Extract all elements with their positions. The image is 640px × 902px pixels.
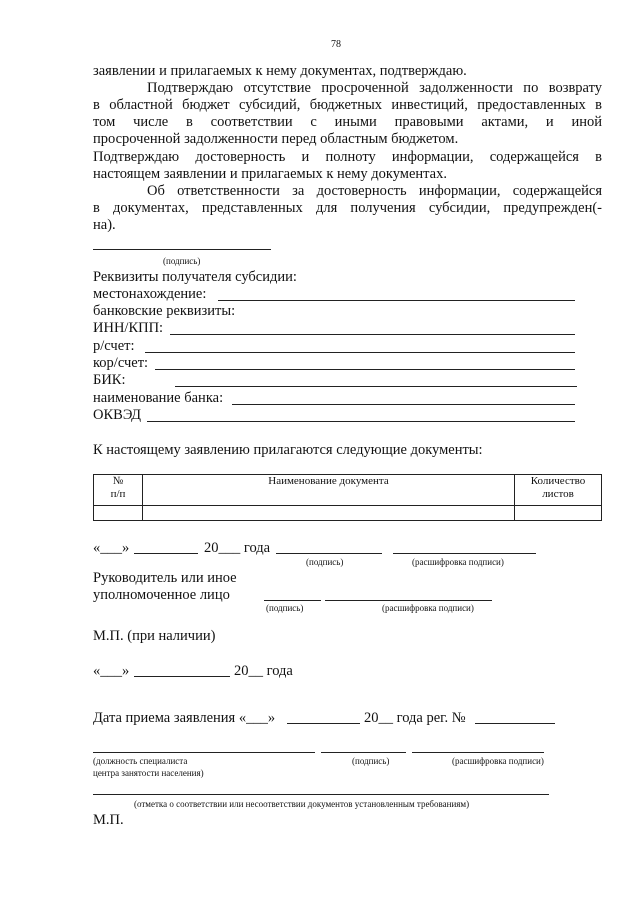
signature-line[interactable] (93, 249, 271, 250)
documents-table (93, 474, 602, 521)
requisites-title: Реквизиты получателя субсидии: (93, 269, 297, 285)
receipt-label: Дата приема заявления «___» (93, 710, 276, 726)
para2-line4: просроченной задолженности перед областным бюджетом. (93, 131, 459, 147)
specialist-caption-2: центра занятости населения) (93, 768, 204, 778)
corr-account-label: кор/счет: (93, 355, 149, 371)
docs-intro: К настоящему заявлению прилагаются следующие документы: (93, 442, 483, 458)
table-header-row (94, 475, 602, 506)
specialist-decode-field[interactable] (412, 752, 544, 753)
para3-line1: Подтверждаю достоверность и полноту информации, содержащейся в (93, 149, 602, 165)
col-count-line1: Количество (530, 475, 586, 487)
table-cell-name[interactable] (143, 506, 515, 521)
signature-caption: (подпись) (163, 256, 201, 266)
manager-signature-field[interactable] (264, 600, 321, 601)
specialist-position-field[interactable] (93, 752, 315, 753)
stamp-label-2: М.П. (93, 812, 124, 828)
receipt-year: 20__ года рег. № (364, 710, 466, 726)
location-label: местонахождение: (93, 286, 207, 302)
manager-decode-caption: (расшифровка подписи) (382, 603, 474, 613)
specialist-sig-caption: (подпись) (352, 756, 390, 766)
date-year: 20___ года (204, 540, 271, 556)
specialist-signature-field[interactable] (321, 752, 406, 753)
date-decode-caption: (расшифровка подписи) (412, 557, 504, 567)
col-number-line1: № (112, 475, 124, 487)
bank-name-label: наименование банка: (93, 390, 224, 406)
table-cell-count[interactable] (515, 506, 602, 521)
col-header-number (94, 475, 143, 506)
date-decode-field[interactable] (393, 553, 536, 554)
bank-name-field[interactable] (232, 404, 575, 405)
para4-line1: Об ответственности за достоверность информации, содержащейся (147, 183, 602, 199)
para2-line1: Подтверждаю отсутствие просроченной задолженности по возврату (147, 80, 602, 96)
date2-day: «___» (93, 663, 130, 679)
col-count-line2: листов (542, 488, 574, 500)
manager-sig-caption: (подпись) (266, 603, 304, 613)
para3-line2: настоящем заявлении и прилагаемых к нему документах. (93, 166, 447, 182)
location-field[interactable] (218, 300, 575, 301)
manager-decode-field[interactable] (325, 600, 492, 601)
okved-field[interactable] (147, 421, 575, 422)
date-signature-field[interactable] (276, 553, 382, 554)
bik-field[interactable] (175, 386, 577, 387)
compliance-field[interactable] (93, 794, 549, 795)
receipt-month-field[interactable] (287, 723, 360, 724)
bik-label: БИК: (93, 372, 126, 388)
okved-label: ОКВЭД (93, 407, 142, 423)
specialist-decode-caption: (расшифровка подписи) (452, 756, 544, 766)
page-number: 78 (331, 39, 341, 50)
para4-line3: на). (93, 217, 116, 233)
date2-month-field[interactable] (134, 676, 230, 677)
date-month-field[interactable] (134, 553, 198, 554)
date-sig-caption: (подпись) (306, 557, 344, 567)
specialist-caption-1: (должность специалиста (93, 756, 188, 766)
manager-line2: уполномоченное лицо (93, 587, 230, 603)
date2-year: 20__ года (234, 663, 293, 679)
corr-account-field[interactable] (155, 369, 575, 370)
manager-line1: Руководитель или иное (93, 570, 237, 586)
col-header-name (143, 475, 515, 506)
col-number-line2: п/п (110, 488, 126, 500)
inn-kpp-field[interactable] (170, 334, 575, 335)
col-name-label: Наименование документа (268, 475, 389, 487)
para4-line2: в документах, представленных для получения субсидии, предупрежден(- (93, 200, 602, 216)
compliance-caption: (отметка о соответствии или несоответствии документов установленным требованиям) (134, 799, 470, 809)
account-label: р/счет: (93, 338, 135, 354)
receipt-reg-field[interactable] (475, 723, 555, 724)
bank-details-label: банковские реквизиты: (93, 303, 236, 319)
para2-line2: в областной бюджет субсидий, бюджетных инвестиций, предоставленных в (93, 97, 602, 113)
para2-line3: том числе в соответствии с иными правовыми актами, и иной (93, 114, 602, 130)
stamp-label: М.П. (при наличии) (93, 628, 216, 644)
col-header-count (515, 475, 602, 506)
date-day: «___» (93, 540, 130, 556)
inn-kpp-label: ИНН/КПП: (93, 320, 164, 336)
table-row (94, 506, 602, 521)
account-field[interactable] (145, 352, 575, 353)
para1-line1: заявлении и прилагаемых к нему документах, подтверждаю. (93, 63, 467, 79)
table-cell-number[interactable] (94, 506, 143, 521)
